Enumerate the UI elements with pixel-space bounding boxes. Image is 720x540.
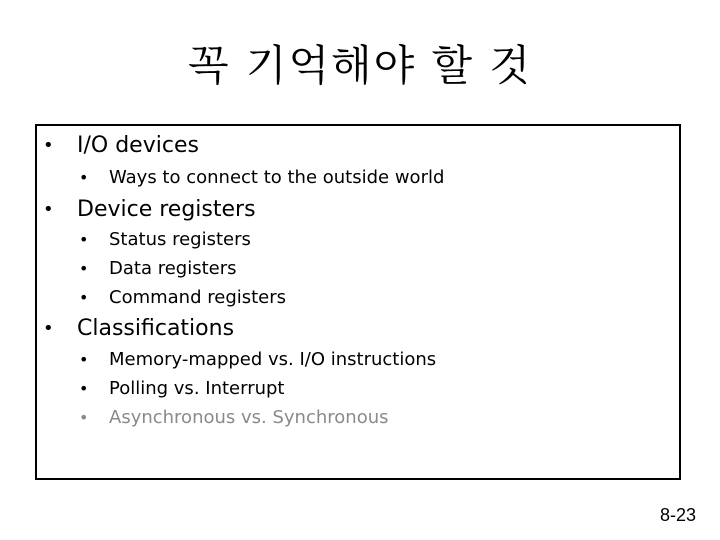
bullet-dot: •: [79, 168, 89, 187]
bullet-dot: •: [43, 199, 54, 220]
page-number: 8-23: [659, 505, 696, 525]
bullet-text: Asynchronous vs. Synchronous: [109, 407, 389, 428]
bullet-text: I/O devices: [77, 133, 199, 158]
bullet-text: Classifications: [77, 316, 235, 341]
bullet-dot: •: [79, 230, 89, 249]
bullet-text: Memory-mapped vs. I/O instructions: [109, 349, 437, 370]
bullet-text: Command registers: [109, 287, 287, 308]
bullet-text: Polling vs. Interrupt: [109, 378, 285, 399]
bullet-dot: •: [43, 318, 54, 339]
bullet-text: Data registers: [109, 258, 237, 279]
bullet-dot: •: [79, 408, 89, 427]
bullet-dot: •: [79, 379, 89, 398]
bullet-dot: •: [79, 288, 89, 307]
bullet-text: Device registers: [77, 197, 256, 222]
slide-title: 꼭 기억해야 할 것: [187, 41, 533, 90]
bullet-text: Ways to connect to the outside world: [109, 167, 445, 188]
bullet-text: Status registers: [109, 229, 251, 250]
bullet-dot: •: [79, 350, 89, 369]
content-box: [35, 124, 681, 480]
bullet-dot: •: [43, 135, 54, 156]
bullet-dot: •: [79, 259, 89, 278]
